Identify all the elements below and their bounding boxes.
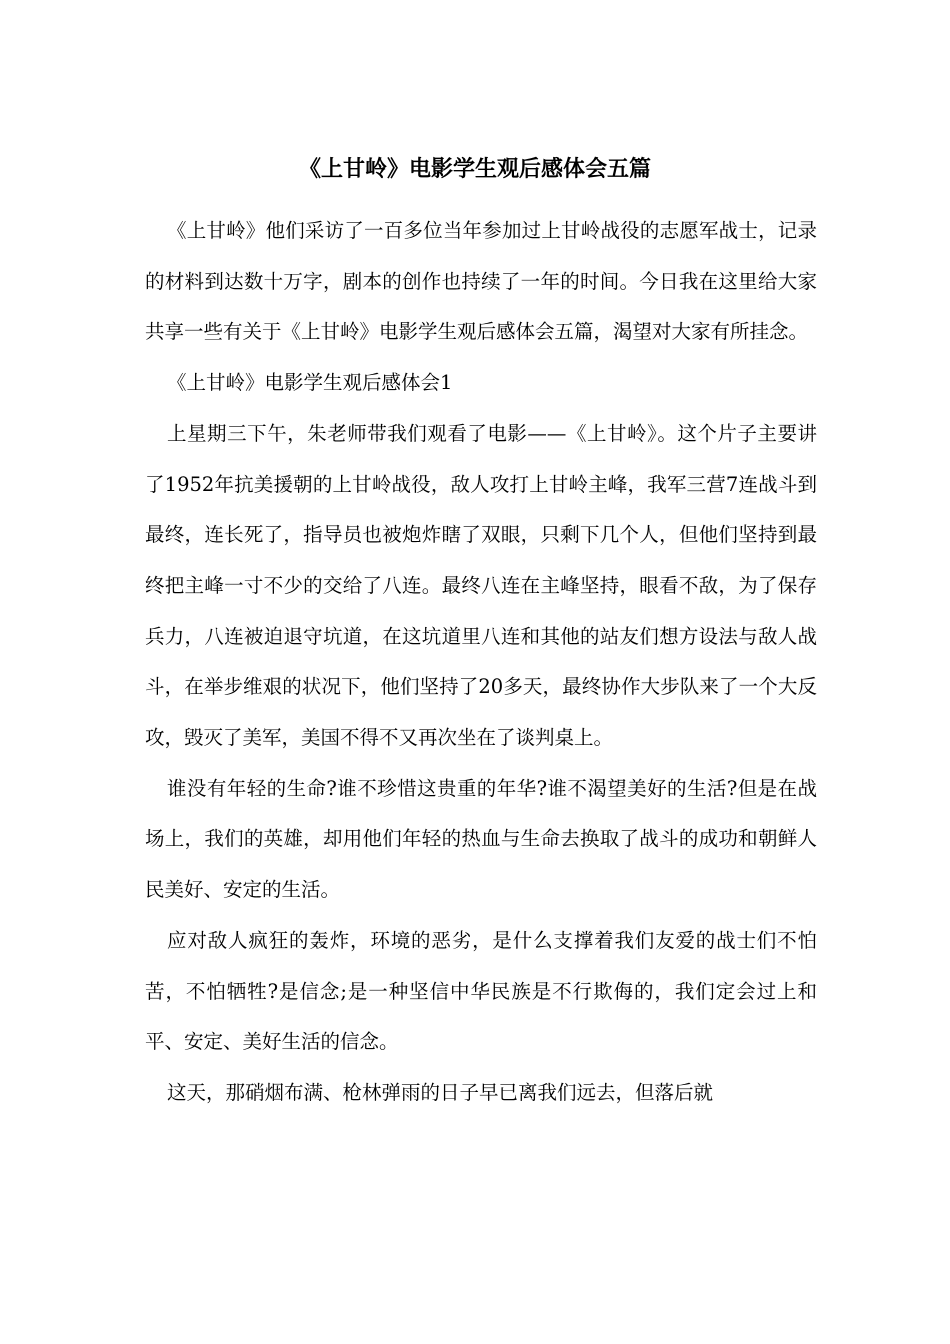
body-paragraph-3: 应对敌人疯狂的轰炸，环境的恶劣，是什么支撑着我们友爱的战士们不怕苦，不怕牺牲?是信念;是一种坚信中华民族是不行欺侮的，我们定会过上和平、安定、美好生活的信念。 bbox=[145, 928, 817, 1054]
document-title: 《上甘岭》电影学生观后感体会五篇 bbox=[298, 157, 651, 182]
body-paragraph-2: 谁没有年轻的生命?谁不珍惜这贵重的年华?谁不渴望美好的生活?但是在战场上，我们的英雄，却用他们年轻的热血与生命去换取了战斗的成功和朝鲜人民美好、安定的生活。 bbox=[145, 776, 817, 902]
intro-paragraph: 《上甘岭》他们采访了一百多位当年参加过上甘岭战役的志愿军战士，记录的材料到达数十万字，剧本的创作也持续了一年的时间。今日我在这里给大家共享一些有关于《上甘岭》电影学生观后感体会五篇，渴望对大家有所挂念。 bbox=[145, 219, 817, 344]
body-paragraph-1: 上星期三下午，朱老师带我们观看了电影——《上甘岭》。这个片子主要讲了1952年抗美援朝的上甘岭战役，敌人攻打上甘岭主峰，我军三营7连战斗到最终，连长死了，指导员也被炮炸瞎了双眼，只剩下几个人，但他们坚持到最终把主峰一寸不少的交给了八连。最终八连在主峰坚持，眼看不敌，为了保存兵力，八连被迫退守坑道，在这坑道里八连和其他的站友们想方设法与敌人战斗，在举步维艰的状况下，他们坚持了20多天，最终协作大步队来了一个大反攻，毁灭了美军，美国不得不又再次坐在了谈判桌上。 bbox=[145, 421, 817, 750]
document-body bbox=[145, 206, 817, 1119]
body-paragraph-4: 这天，那硝烟布满、枪林弹雨的日子早已离我们远去，但落后就 bbox=[167, 1080, 714, 1104]
section-heading: 《上甘岭》电影学生观后感体会1 bbox=[167, 371, 453, 395]
